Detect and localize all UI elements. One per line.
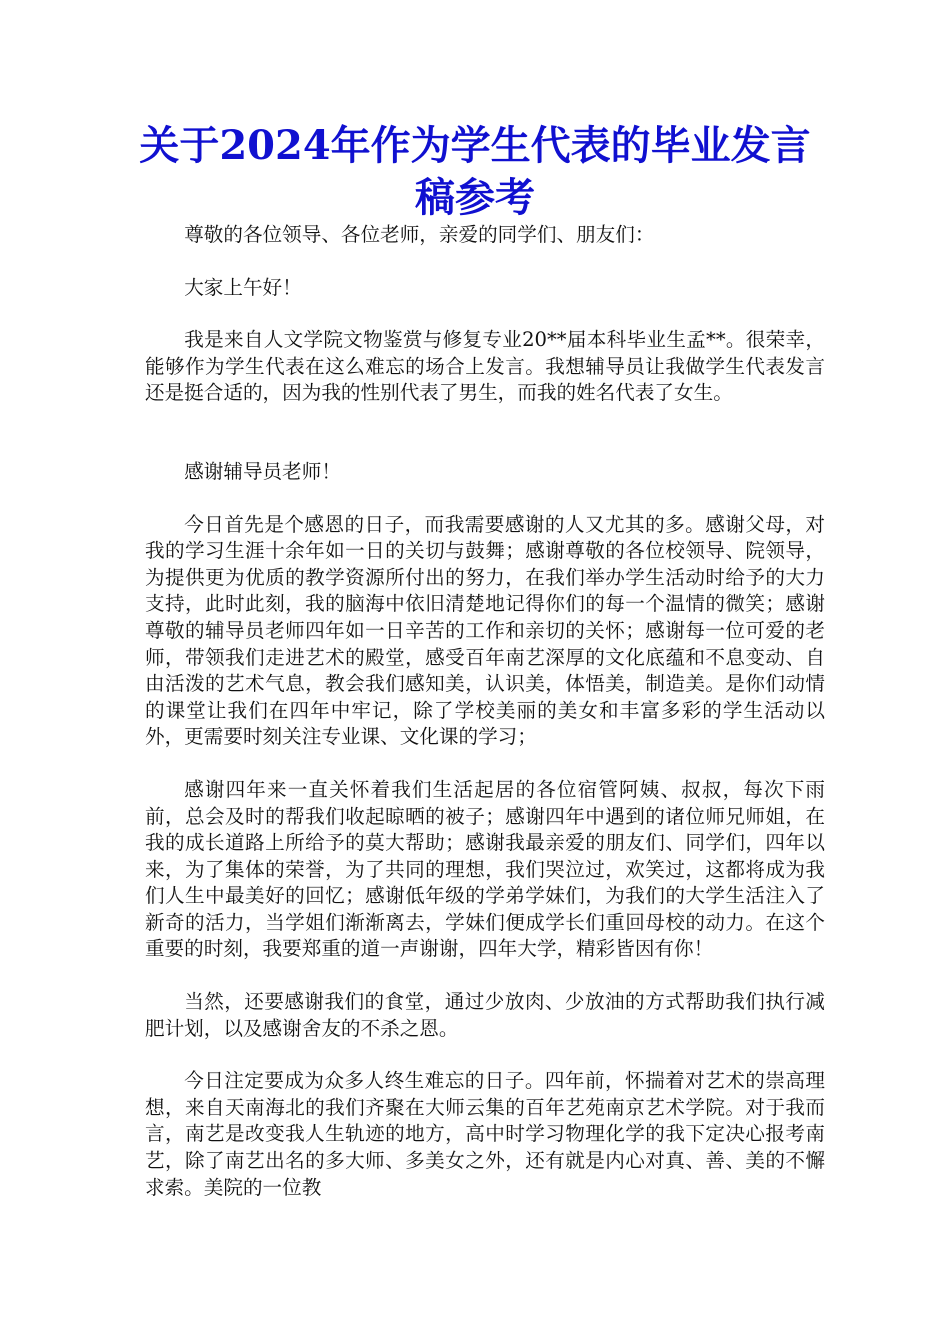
gratitude-paragraph: 今日首先是个感恩的日子，而我需要感谢的人又尤其的多。感谢父母，对我的学习生涯十余年如一日的关切与鼓舞；感谢尊敬的各位校领导、院领导，为提供更为优质的教学资源所付出的努力，在我们举办学生活动时给予的大力支持，此时此刻，我的脑海中依旧清楚地记得你们的每一个温情的微笑；感谢尊敬的辅导员老师四年如一日辛苦的工作和亲切的关怀；感谢每一位可爱的老师，带领我们走进艺术的殿堂，感受百年南艺深厚的文化底蕴和不息变动、自由活泼的艺术气息，教会我们感知美，认识美，体悟美，制造美。是你们动情的课堂让我们在四年中牢记，除了学校美丽的美女和丰富多彩的学生活动以外，更需要时刻关注专业课、文化课的学习； xyxy=(145,512,825,749)
document-body xyxy=(145,222,825,1227)
thanks-counselor-paragraph: 感谢辅导员老师！ xyxy=(184,459,341,483)
self-introduction-paragraph: 我是来自人文学院文物鉴赏与修复专业20**届本科毕业生孟**。很荣幸，能够作为学生代表在这么难忘的场合上发言。我想辅导员让我做学生代表发言还是挺合适的，因为我的性别代表了男生，而我的姓名代表了女生。 xyxy=(145,328,825,405)
memorable-day-paragraph: 今日注定要成为众多人终生难忘的日子。四年前，怀揣着对艺术的崇高理想，来自天南海北的我们齐聚在大师云集的百年艺苑南京艺术学院。对于我而言，南艺是改变我人生轨迹的地方，高中时学习物理化学的我下定决心报考南艺，除了南艺出名的多大师、多美女之外，还有就是内心对真、善、美的不懈求索。美院的一位教 xyxy=(145,1069,825,1199)
greeting-paragraph: 大家上午好！ xyxy=(184,275,302,299)
thanks-staff-paragraph: 感谢四年来一直关怀着我们生活起居的各位宿管阿姨、叔叔，每次下雨前，总会及时的帮我们收起晾晒的被子；感谢四年中遇到的诸位师兄师姐，在我的成长道路上所给予的莫大帮助；感谢我最亲爱的朋友们、同学们，四年以来，为了集体的荣誉，为了共同的理想，我们哭泣过，欢笑过，这都将成为我们人生中最美好的回忆；感谢低年级的学弟学妹们，为我们的大学生活注入了新奇的活力，当学姐们渐渐离去，学妹们便成学长们重回母校的动力。在这个重要的时刻，我要郑重的道一声谢谢，四年大学，精彩皆因有你！ xyxy=(145,777,825,961)
salutation-paragraph: 尊敬的各位领导、各位老师，亲爱的同学们、朋友们： xyxy=(184,223,655,246)
thanks-canteen-paragraph: 当然，还要感谢我们的食堂，通过少放肉、少放油的方式帮助我们执行减肥计划，以及感谢舍友的不杀之恩。 xyxy=(145,990,825,1040)
document-title: 关于2024年作为学生代表的毕业发言稿参考 xyxy=(139,122,811,221)
